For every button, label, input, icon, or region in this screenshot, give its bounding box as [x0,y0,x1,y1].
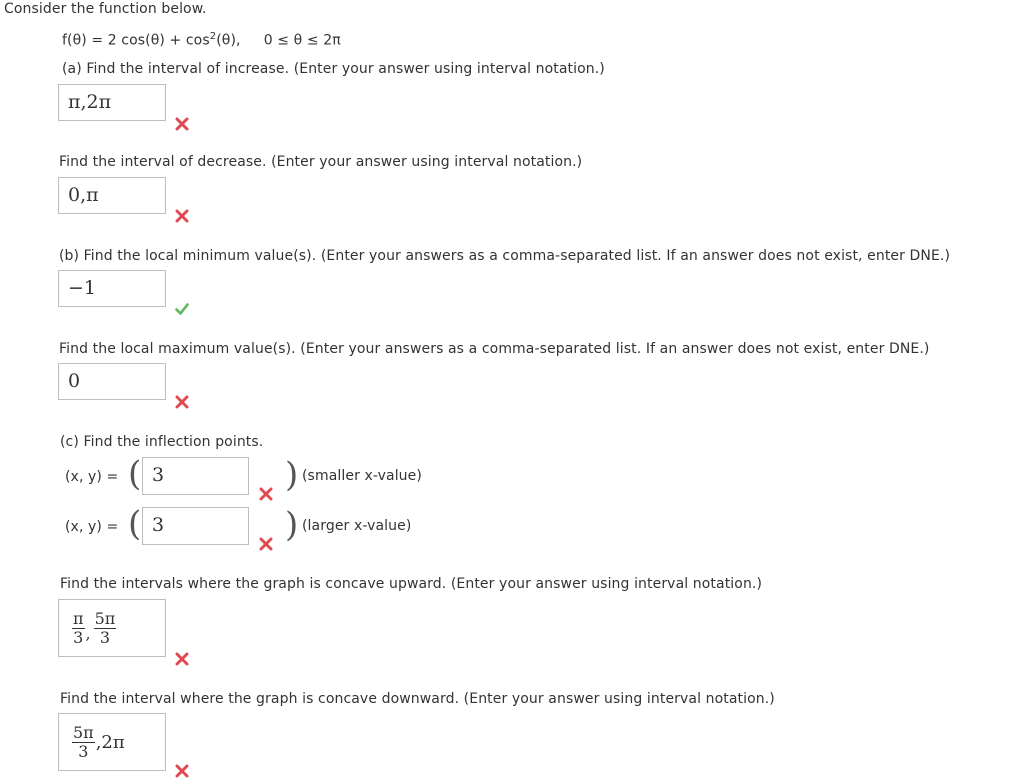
fraction-numerator: 5π [94,608,116,628]
decrease-answer-field[interactable]: 0,π [58,177,166,214]
incorrect-x-icon [175,209,189,223]
concave-down-prompt: Find the interval where the graph is concave downward. (Enter your answer using interval notation.) [60,691,775,707]
close-paren: ) [285,505,299,545]
inflection-point-1-field[interactable]: 3 [142,457,249,495]
local-min-answer-field[interactable]: −1 [58,270,166,307]
incorrect-x-icon [175,395,189,409]
open-paren: ( [128,454,142,494]
fraction [72,724,95,761]
increase-prompt: (a) Find the interval of increase. (Enter your answer using interval notation.) [62,61,605,77]
fraction-denominator: 3 [99,627,111,647]
fraction [94,610,117,647]
function-exponent: 2 [209,31,217,42]
smaller-x-note: (smaller x-value) [302,468,422,484]
fraction-denominator: 3 [73,627,84,647]
fraction-numerator: 5π [73,722,94,742]
intro-text: Consider the function below. [4,1,207,17]
inflection-prompt: (c) Find the inflection points. [60,434,264,450]
function-rest: (θ), [216,32,241,49]
fraction-numerator: π [73,608,84,628]
xy-label: (x, y) = [65,469,119,485]
function-lhs: f(θ) = 2 cos(θ) + cos [62,32,210,49]
incorrect-x-icon [175,652,189,666]
close-paren: ) [285,455,299,495]
fraction-denominator: 3 [78,741,89,761]
increase-answer-field[interactable]: π,2π [58,84,166,121]
separator: , [85,623,91,643]
local-max-prompt: Find the local maximum value(s). (Enter your answers as a comma-separated list. If an answer does not exist, enter DNE.) [59,341,930,357]
local-max-answer-field[interactable]: 0 [58,363,166,400]
open-paren: ( [128,504,142,544]
concave-up-prompt: Find the intervals where the graph is concave upward. (Enter your answer using interval notation.) [60,576,763,592]
larger-x-note: (larger x-value) [302,518,412,534]
incorrect-x-icon [259,487,273,501]
interval-end: ,2π [95,731,125,753]
incorrect-x-icon [259,537,273,551]
incorrect-x-icon [175,764,189,778]
incorrect-x-icon [175,117,189,131]
local-min-prompt: (b) Find the local minimum value(s). (Enter your answers as a comma-separated list. If an answer does not exist, enter DNE.) [59,248,951,264]
decrease-prompt: Find the interval of decrease. (Enter your answer using interval notation.) [59,154,583,170]
correct-check-icon [175,302,189,316]
xy-label: (x, y) = [65,519,119,535]
function-definition [62,31,341,49]
concave-up-answer-field[interactable] [58,599,166,657]
inflection-point-2-field[interactable]: 3 [142,507,249,545]
concave-down-answer-field[interactable] [58,713,166,771]
function-domain: 0 ≤ θ ≤ 2π [263,32,341,49]
fraction [72,610,85,647]
